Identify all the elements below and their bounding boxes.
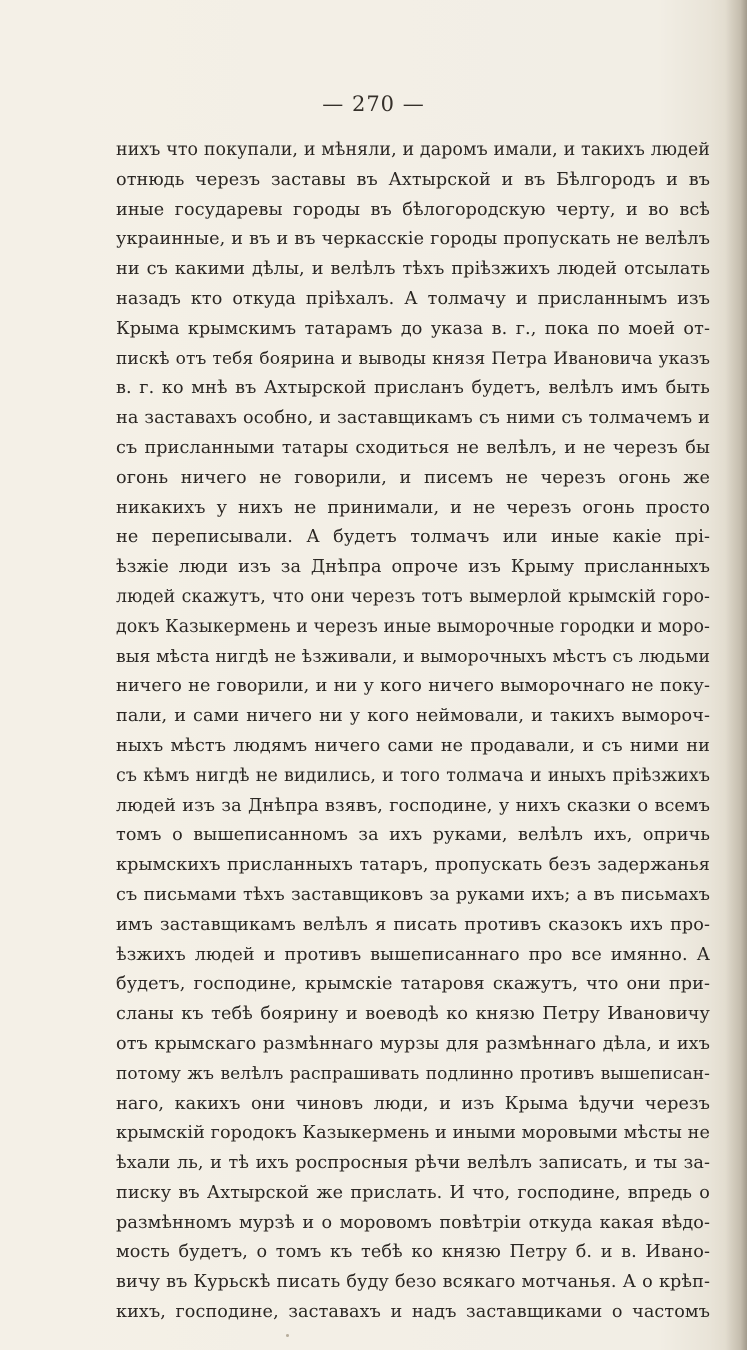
text-line: пали, и сами ничего ни у кого неймовали, и такихъ вымороч- [116,706,710,727]
text-line: не переписывали. А будетъ толмачъ или иные какіе прі- [116,527,710,548]
text-line: отъ крымскаго размѣннаго мурзы для размѣннаго дѣла, и ихъ [116,1033,710,1054]
text-line: украинные, и въ и въ черкасскіе городы пропускать не велѣлъ [116,229,710,250]
text-line: никакихъ у нихъ не принимали, и не черезъ огонь просто [116,497,710,518]
text-line: съ присланными татары сходиться не велѣлъ, и не черезъ бы [116,437,710,458]
text-line: вичу въ Курьскѣ писать буду безо всякаго мотчанья. А о крѣп- [116,1272,710,1293]
text-line: людей изъ за Днѣпра взявъ, господине, у нихъ сказки о всемъ [116,795,710,816]
text-line: нихъ что покупали, и мѣняли, и даромъ имали, и такихъ людей [116,140,710,160]
text-line: имъ заставщикамъ велѣлъ я писать противъ сказокъ ихъ про- [116,914,710,935]
text-line: Крыма крымскимъ татарамъ до указа в. г., пока по моей от- [116,318,710,339]
text-line: ѣзжіе люди изъ за Днѣпра опроче изъ Крыму присланныхъ [116,557,710,578]
text-line: людей скажутъ, что они черезъ тотъ вымерлой крымскій горо- [116,586,710,607]
text-line: мость будетъ, о томъ къ тебѣ ко князю Петру б. и в. Ивано- [116,1242,710,1263]
page-number: — 270 — [322,92,425,116]
text-line: назадъ кто откуда пріѣхалъ. А толмачу и присланнымъ изъ [116,288,710,309]
text-line: ѣхали ль, и тѣ ихъ роспросныя рѣчи велѣлъ записать, и ты за- [116,1153,710,1174]
body-text [116,136,710,1328]
text-line: огонь ничего не говорили, и писемъ не черезъ огонь же [116,467,710,488]
text-line: писку въ Ахтырской же прислать. И что, господине, впредь о [116,1182,710,1203]
text-line: будетъ, господине, крымскіе татаровя скажутъ, что они при- [116,974,710,995]
text-line: ѣзжихъ людей и противъ вышеписаннаго про все имянно. А [116,944,710,965]
text-line: размѣнномъ мурзѣ и о моровомъ повѣтріи откуда какая вѣдо- [116,1212,710,1233]
text-line: в. г. ко мнѣ въ Ахтырской присланъ будетъ, велѣлъ имъ быть [116,378,710,399]
text-line: потому жъ велѣлъ распрашивать подлинно противъ вышеписан- [116,1063,710,1084]
text-line: съ письмами тѣхъ заставщиковъ за руками ихъ; а въ письмахъ [116,884,710,905]
text-line: пискѣ отъ тебя боярина и выводы князя Петра Ивановича указъ [116,348,710,369]
page-edge-shadow [725,0,747,1350]
paper-speck [286,1334,289,1337]
text-line: на заставахъ особно, и заставщикамъ съ ними съ толмачемъ и [116,408,710,429]
text-line: наго, какихъ они чиновъ люди, и изъ Крыма ѣдучи черезъ [116,1093,710,1114]
text-line: ни съ какими дѣлы, и велѣлъ тѣхъ пріѣзжихъ людей отсылать [116,259,710,280]
text-line: крымскихъ присланныхъ татаръ, пропускать безъ задержанья [116,855,710,876]
text-line: крымскій городокъ Казыкермень и иными моровыми мѣсты не [116,1123,710,1144]
text-line: кихъ, господине, заставахъ и надъ заставщиками о частомъ [116,1302,710,1323]
text-line: отнюдь черезъ заставы въ Ахтырской и въ Бѣлгородъ и въ [116,169,710,190]
text-line: томъ о вышеписанномъ за ихъ руками, велѣлъ ихъ, опричь [116,825,710,846]
text-line: ныхъ мѣстъ людямъ ничего сами не продавали, и съ ними ни [116,735,710,756]
text-line: ничего не говорили, и ни у кого ничего выморочнаго не поку- [116,676,710,697]
text-line: выя мѣста нигдѣ не ѣзживали, и выморочныхъ мѣстъ съ людьми [116,646,710,667]
text-line: докъ Казыкермень и черезъ иные выморочные городки и моро- [116,616,710,637]
text-line: иные государевы городы въ бѣлогородскую черту, и во всѣ [116,199,710,220]
text-line: съ кѣмъ нигдѣ не видились, и того толмача и иныхъ пріѣзжихъ [116,765,710,786]
text-line: сланы къ тебѣ боярину и воеводѣ ко князю Петру Ивановичу [116,1004,710,1025]
